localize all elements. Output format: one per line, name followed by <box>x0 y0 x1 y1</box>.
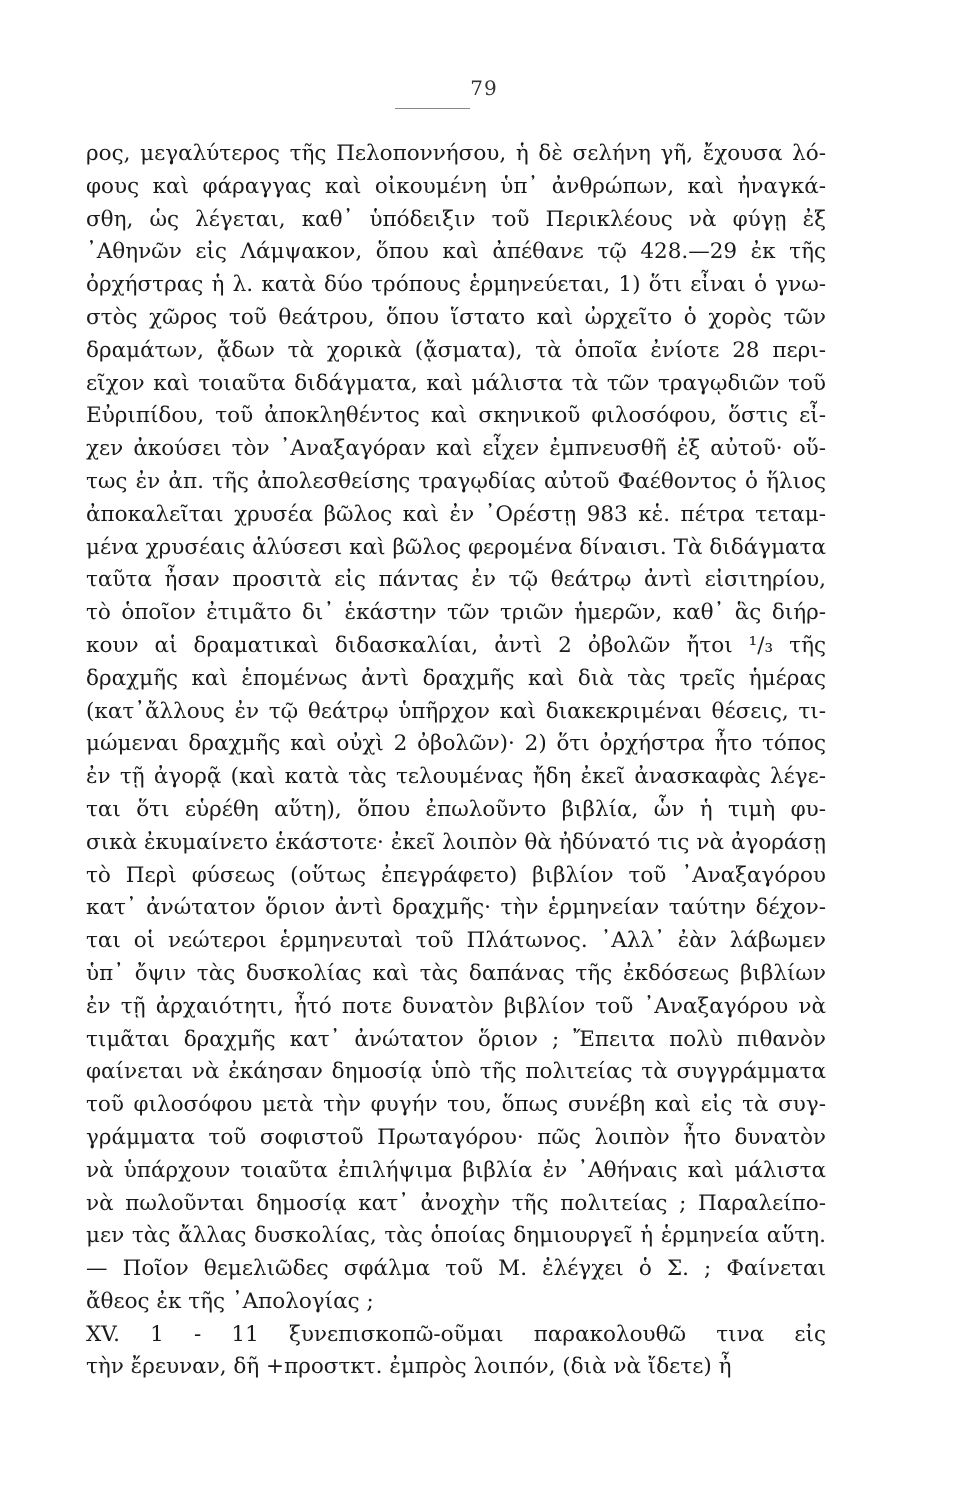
text-line: Εὐριπίδου, τοῦ ἀποκληθέντος καὶ σκηνικοῦ φιλοσόφου, ὅστις εἶ- <box>86 403 826 429</box>
text-line: σικὰ ἐκυμαίνετο ἑκάστοτε· ἐκεῖ λοιπὸν θὰ ἠδύνατό τις νὰ ἀγοράσῃ <box>86 829 826 855</box>
text-line: νὰ ὑπάρχουν τοιαῦτα ἐπιλήψιμα βιβλία ἐν ᾽Αθήναις καὶ μάλιστα <box>86 1157 826 1183</box>
text-line: ἄθεος ἐκ τῆς ᾽Απολογίας ; <box>86 1288 374 1314</box>
text-line: ἀποκαλεῖται χρυσέα βῶλος καὶ ἐν ᾽Ορέστῃ 983 κἑ. πέτρα τεταμ- <box>86 501 826 527</box>
text-line: XV. 1 - 11 ξυνεπισκοπῶ-οῦμαι παρακολουθῶ τινα εἰς <box>86 1321 826 1347</box>
text-line: ὑπ᾽ ὄψιν τὰς δυσκολίας καὶ τὰς δαπάνας τῆς ἐκδόσεως βιβλίων <box>86 960 826 986</box>
text-line: τὴν ἔρευναν, δῆ +προστκτ. ἐμπρὸς λοιπόν, (διὰ νὰ ἴδετε) ἦ <box>86 1354 732 1380</box>
text-line: ἐν τῇ ἀρχαιότητι, ἦτό ποτε δυνατὸν βιβλίον τοῦ ᾽Αναξαγόρου νὰ <box>86 993 826 1019</box>
text-line: τοῦ φιλοσόφου μετὰ τὴν φυγήν του, ὅπως συνέβη καὶ εἰς τὰ συγ- <box>86 1092 826 1118</box>
text-line: δραχμῆς καὶ ἑπομένως ἀντὶ δραχμῆς καὶ διὰ τὰς τρεῖς ἡμέρας <box>86 665 826 691</box>
text-line: ὀρχήστρας ἡ λ. κατὰ δύο τρόπους ἑρμηνεύεται, 1) ὅτι εἶναι ὁ γνω- <box>86 272 826 298</box>
text-line: εῖχον καὶ τοιαῦτα διδάγματα, καὶ μάλιστα τὰ τῶν τραγῳδιῶν τοῦ <box>86 370 826 396</box>
text-line: ρος, μεγαλύτερος τῆς Πελοποννήσου, ἡ δὲ σελήνη γῆ, ἔχουσα λό- <box>86 141 826 166</box>
text-line: ται οἱ νεώτεροι ἑρμηνευταὶ τοῦ Πλάτωνος. ᾽Αλλ᾽ ἐὰν λάβωμεν <box>86 928 826 954</box>
text-line: τιμᾶται δραχμῆς κατ᾽ ἀνώτατον ὅριον ; Ἔπειτα πολὺ πιθανὸν <box>86 1026 826 1052</box>
text-line: ταῦτα ἦσαν προσιτὰ εἰς πάντας ἐν τῷ θεάτρῳ ἀντὶ εἰσιτηρίου, <box>86 567 826 593</box>
text-line: μεν τὰς ἄλλας δυσκολίας, τὰς ὁποίας δημιουργεῖ ἡ ἑρμηνεία αὕτη. <box>86 1223 826 1249</box>
text-line: τως ἐν ἀπ. τῆς ἀπολεσθείσης τραγῳδίας αὐτοῦ Φαέθοντος ὁ ἥλιος <box>86 468 826 494</box>
page-text <box>86 138 826 1384</box>
text-line: τὸ ὁποῖον ἐτιμᾶτο δι᾽ ἑκάστην τῶν τριῶν ἡμερῶν, καθ᾽ ἃς διήρ- <box>86 600 826 626</box>
text-line: — Ποῖον θεμελιῶδες σφάλμα τοῦ Μ. ἐλέγχει ὁ Σ. ; Φαίνεται <box>86 1256 826 1282</box>
page-number: 79 <box>470 76 498 100</box>
text-line: δραμάτων, ᾄδων τὰ χορικὰ (ᾄσματα), τὰ ὁποῖα ἐνίοτε 28 περι- <box>86 337 826 363</box>
text-line: χεν ἀκούσει τὸν ᾽Αναξαγόραν καὶ εἶχεν ἐμπνευσθῆ ἐξ αὐτοῦ· οὕ- <box>86 436 826 462</box>
text-line: κατ᾽ ἀνώτατον ὅριον ἀντὶ δραχμῆς· τὴν ἑρμηνείαν ταύτην δέχον- <box>86 895 826 921</box>
text-line: φους καὶ φάραγγας καὶ οἰκουμένη ὑπ᾽ ἀνθρώπων, καὶ ἠναγκά- <box>86 173 826 199</box>
page-number-rule <box>395 108 470 109</box>
text-line: μένα χρυσέαις ἁλύσεσι καὶ βῶλος φερομένα δίναισι. Τὰ διδάγματα <box>86 534 826 560</box>
text-line: στὸς χῶρος τοῦ θεάτρου, ὅπου ἵστατο καὶ ὠρχεῖτο ὁ χορὸς τῶν <box>86 304 826 330</box>
text-line: ἐν τῇ ἀγορᾷ (καὶ κατὰ τὰς τελουμένας ἤδη ἐκεῖ ἀνασκαφὰς λέγε- <box>86 764 826 790</box>
text-line: φαίνεται νὰ ἐκάησαν δημοσίᾳ ὑπὸ τῆς πολιτείας τὰ συγγράμματα <box>86 1059 826 1085</box>
text-line: μώμεναι δραχμῆς καὶ οὐχὶ 2 ὀβολῶν)· 2) ὅτι ὀρχήστρα ἦτο τόπος <box>86 731 826 757</box>
text-line: σθη, ὡς λέγεται, καθ᾽ ὑπόδειξιν τοῦ Περικλέους νὰ φύγῃ ἐξ <box>86 206 826 232</box>
text-line: τὸ Περὶ φύσεως (οὕτως ἐπεγράφετο) βιβλίον τοῦ ᾽Αναξαγόρου <box>86 862 826 888</box>
text-line: γράμματα τοῦ σοφιστοῦ Πρωταγόρου· πῶς λοιπὸν ἦτο δυνατὸν <box>86 1124 826 1150</box>
text-line: ᾽Αθηνῶν εἰς Λάμψακον, ὅπου καὶ ἀπέθανε τῷ 428.—29 ἐκ τῆς <box>86 239 826 265</box>
text-line: (κατ᾽ἄλλους ἐν τῷ θεάτρῳ ὑπῆρχον καὶ διακεκριμέναι θέσεις, τι- <box>86 698 826 724</box>
text-line: ται ὅτι εὑρέθη αὕτη), ὅπου ἐπωλοῦντο βιβλία, ὧν ἡ τιμὴ φυ- <box>86 796 826 822</box>
text-line: νὰ πωλοῦνται δημοσίᾳ κατ᾽ ἀνοχὴν τῆς πολιτείας ; Παραλείπο- <box>86 1190 826 1216</box>
text-line: κουν αἱ δραματικαὶ διδασκαλίαι, ἀντὶ 2 ὀβολῶν ἤτοι ¹/₃ τῆς <box>86 632 826 658</box>
